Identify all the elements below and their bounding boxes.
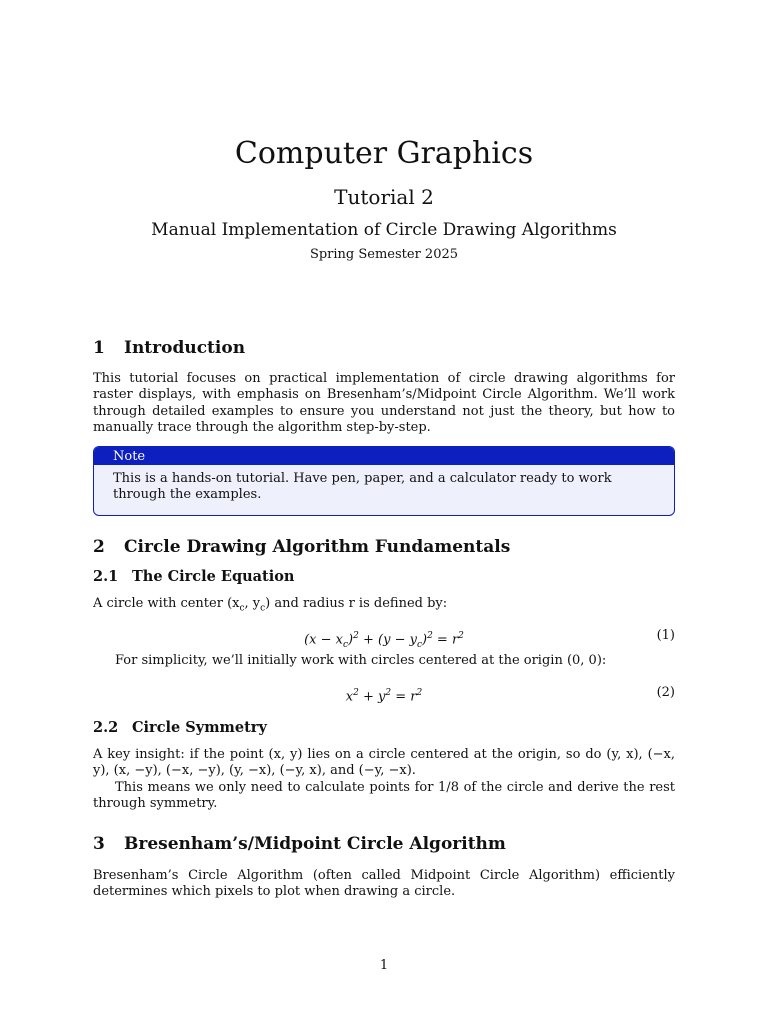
section-heading-bresenham	[93, 833, 506, 855]
circle-equation-intro: A circle with center ($x_c$, $y_c$) and radius r is defined by:	[93, 596, 448, 614]
document-description: Manual Implementation of Circle Drawing Algorithms	[151, 220, 617, 240]
section-heading-introduction	[93, 337, 245, 359]
section-number: 3	[93, 834, 105, 854]
bresenham-paragraph: Bresenham’s Circle Algorithm (often called Midpoint Circle Algorithm) efficiently determines which pixels to plot when drawing a circle.	[93, 868, 675, 900]
equation-2-expression: $x^2 + y^2 = r^2$	[345, 688, 423, 705]
note-box	[93, 446, 675, 516]
origin-simplification-text: For simplicity, we’ll initially work with circles centered at the origin (0, 0):	[115, 653, 607, 668]
note-label: Note	[94, 447, 674, 465]
equation-2	[93, 683, 675, 703]
document-date: Spring Semester 2025	[309, 247, 459, 262]
section-title: Introduction	[124, 338, 246, 358]
section-number: 1	[93, 338, 105, 358]
subsection-number: 2.1	[93, 568, 119, 585]
page-number: 1	[379, 958, 389, 973]
introduction-paragraph: This tutorial focuses on practical implementation of circle drawing algorithms for raster displays, with emphasis on Bresenham’s/Midpoint Circle Algorithm. We’ll work through detailed examples to ensure you understand not just the theory, but how to manually trace through the algorithm step-by-step.	[93, 371, 675, 436]
section-heading-fundamentals	[93, 536, 510, 558]
equation-2-tag: (2)	[656, 685, 675, 700]
subsection-title: The Circle Equation	[132, 568, 295, 585]
subsection-title: Circle Symmetry	[132, 719, 267, 736]
symmetry-conclusion: This means we only need to calculate points for 1/8 of the circle and derive the rest through symmetry.	[93, 780, 675, 812]
document-subtitle: Tutorial 2	[334, 185, 434, 209]
section-title: Circle Drawing Algorithm Fundamentals	[124, 537, 511, 557]
document-title: Computer Graphics	[234, 136, 534, 171]
subsection-heading-circle-equation	[93, 567, 294, 587]
section-number: 2	[93, 537, 105, 557]
note-text: This is a hands-on tutorial. Have pen, paper, and a calculator ready to work through the examples.	[113, 471, 612, 503]
subsection-heading-circle-symmetry	[93, 718, 267, 738]
subsection-number: 2.2	[93, 719, 119, 736]
equation-1-expression: $(x - x_c)^2 + (y - y_c)^2 = r^2$	[304, 631, 464, 650]
equation-1	[93, 626, 675, 650]
equation-1-tag: (1)	[656, 628, 675, 643]
section-title: Bresenham’s/Midpoint Circle Algorithm	[124, 834, 506, 854]
symmetry-paragraph: A key insight: if the point (x, y) lies on a circle centered at the origin, so do (y, x), (−x, y), (x, −y), (−x, −y), (y, −x), (−y, x), and (−y, −x).	[93, 747, 675, 779]
